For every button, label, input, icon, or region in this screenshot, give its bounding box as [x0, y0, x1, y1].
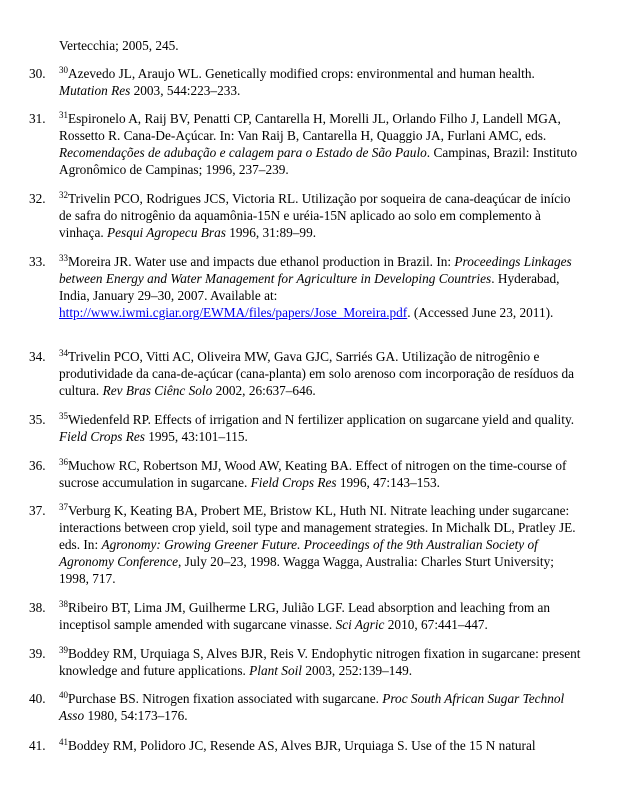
- reference-link[interactable]: http://www.iwmi.cgiar.org/EWMA/files/papers/Jose_Moreira.pdf: [59, 305, 408, 320]
- proceedings-title: Proceedings Linkages between Energy and Water Management for Agriculture in Developing Countries: [59, 254, 572, 286]
- journal-title: Plant Soil: [249, 663, 302, 678]
- reference-text: . Campinas, Brazil: Instituto Agronômico de Campinas; 1996, 237–239.: [59, 145, 578, 177]
- reference-superscript: 40: [59, 690, 68, 700]
- reference-text: Moreira JR. Water use and impacts due ethanol production in Brazil. In:: [68, 254, 455, 269]
- journal-title: Mutation Res: [59, 83, 131, 98]
- reference-text: 1996, 47:143–153.: [336, 475, 440, 490]
- reference-superscript: 36: [59, 457, 68, 467]
- reference-entry: [29, 690, 585, 724]
- reference-text: 1980, 54:173–176.: [84, 708, 188, 723]
- reference-text: 1996, 31:89–99.: [225, 225, 317, 240]
- reference-superscript: 33: [59, 253, 68, 263]
- reference-text: Espironelo A, Raij BV, Penatti CP, Cantarella H, Morelli JL, Orlando Filho J, Landell MGA, Rossetto R. Cana-De-Açúcar. In: Van Raij B, Cantarella H, Quaggio JA, Furlani AMC, eds.: [59, 111, 561, 143]
- reference-text: 2003, 544:223–233.: [130, 83, 241, 98]
- reference-superscript: 35: [59, 411, 68, 421]
- reference-text: 2010, 67:441–447.: [384, 617, 488, 632]
- reference-text: Verburg K, Keating BA, Probert ME, Bristow KL, Huth NI. Nitrate leaching under sugarcane: interactions between crop yield, soil type and management strategies. In Michalk DL, Pratley JE. eds. In:: [59, 503, 576, 552]
- reference-number: 38.: [29, 600, 46, 615]
- reference-text: Trivelin PCO, Rodrigues JCS, Victoria RL. Utilização por soqueira de cana-deaçúcar de início de safra do nitrogênio da aquamônia-15N e uréia-15N aplicado ao solo em complemento à vinhaça.: [59, 191, 571, 240]
- reference-text: . Hyderabad, India, January 29–30, 2007. Available at:: [59, 271, 560, 303]
- reference-superscript: 30: [59, 65, 68, 75]
- reference-entry: [29, 348, 585, 399]
- reference-text: Purchase BS. Nitrogen fixation associated with sugarcane.: [68, 691, 383, 706]
- reference-entry: [29, 253, 585, 321]
- reference-text: Azevedo JL, Araujo WL. Genetically modified crops: environmental and human health.: [68, 66, 535, 81]
- journal-title: Proc South African Sugar Technol Asso: [59, 691, 565, 723]
- journal-title: Pesqui Agropecu Bras: [107, 225, 226, 240]
- reference-superscript: 34: [59, 348, 68, 358]
- reference-entry: [29, 737, 585, 754]
- reference-entry: [29, 645, 585, 679]
- reference-text: Boddey RM, Urquiaga S, Alves BJR, Reis V. Endophytic nitrogen fixation in sugarcane: present knowledge and future applications.: [59, 646, 581, 678]
- reference-superscript: 41: [59, 737, 68, 747]
- reference-text: Muchow RC, Robertson MJ, Wood AW, Keating BA. Effect of nitrogen on the time-course of sucrose accumulation in sugarcane.: [59, 458, 567, 490]
- reference-text: 1995, 43:101–115.: [144, 429, 248, 444]
- reference-text: 2003, 252:139–149.: [302, 663, 413, 678]
- reference-superscript: 38: [59, 599, 68, 609]
- reference-text: . (Accessed June 23, 2011).: [407, 305, 554, 320]
- reference-entry: [29, 411, 585, 445]
- reference-superscript: 31: [59, 110, 68, 120]
- journal-title: Field Crops Res: [59, 429, 145, 444]
- reference-text: 2002, 26:637–646.: [212, 383, 316, 398]
- reference-entry: [29, 457, 585, 491]
- reference-text: , July 20–23, 1998. Wagga Wagga, Australia: Charles Sturt University; 1998, 717.: [59, 554, 554, 586]
- reference-number: 40.: [29, 691, 46, 706]
- reference-text: Ribeiro BT, Lima JM, Guilherme LRG, Julião LGF. Lead absorption and leaching from an inceptisol sample amended with sugarcane vinasse.: [59, 600, 551, 632]
- reference-text: Wiedenfeld RP. Effects of irrigation and N fertilizer application on sugarcane yield and quality.: [68, 412, 575, 427]
- reference-number: 33.: [29, 254, 46, 269]
- reference-entry: [29, 599, 585, 633]
- reference-superscript: 32: [59, 190, 68, 200]
- reference-superscript: 37: [59, 502, 68, 512]
- journal-title: Field Crops Res: [250, 475, 337, 490]
- reference-entry: [29, 190, 585, 241]
- journal-title: Rev Bras Ciênc Solo: [102, 383, 213, 398]
- book-title: Recomendações de adubação e calagem para o Estado de São Paulo: [59, 145, 427, 160]
- reference-number: 37.: [29, 503, 46, 518]
- reference-number: 39.: [29, 646, 46, 661]
- reference-text: Boddey RM, Polidoro JC, Resende AS, Alves BJR, Urquiaga S. Use of the 15 N natural: [68, 738, 536, 753]
- reference-text: Trivelin PCO, Vitti AC, Oliveira MW, Gava GJC, Sarriés GA. Utilização de nitrogênio e produtividade da cana-de-açúcar (cana-planta) em solo arenoso com incorporação de resíduos da cultura.: [59, 349, 575, 398]
- journal-title: Sci Agric: [335, 617, 385, 632]
- reference-continuation: Vertecchia; 2005, 245.: [59, 38, 179, 53]
- reference-superscript: 39: [59, 645, 68, 655]
- reference-number: 41.: [29, 738, 46, 753]
- reference-number: 31.: [29, 111, 46, 126]
- proceedings-title: Agronomy: Growing Greener Future. Proceedings of the 9th Australian Society of Agronomy Conference: [59, 537, 538, 569]
- reference-number: 32.: [29, 191, 46, 206]
- reference-entry: [29, 110, 585, 178]
- reference-number: 34.: [29, 349, 46, 364]
- reference-number: 36.: [29, 458, 46, 473]
- reference-number: 35.: [29, 412, 46, 427]
- reference-entry: [29, 65, 585, 99]
- reference-entry: [29, 502, 585, 587]
- reference-number: 30.: [29, 66, 46, 81]
